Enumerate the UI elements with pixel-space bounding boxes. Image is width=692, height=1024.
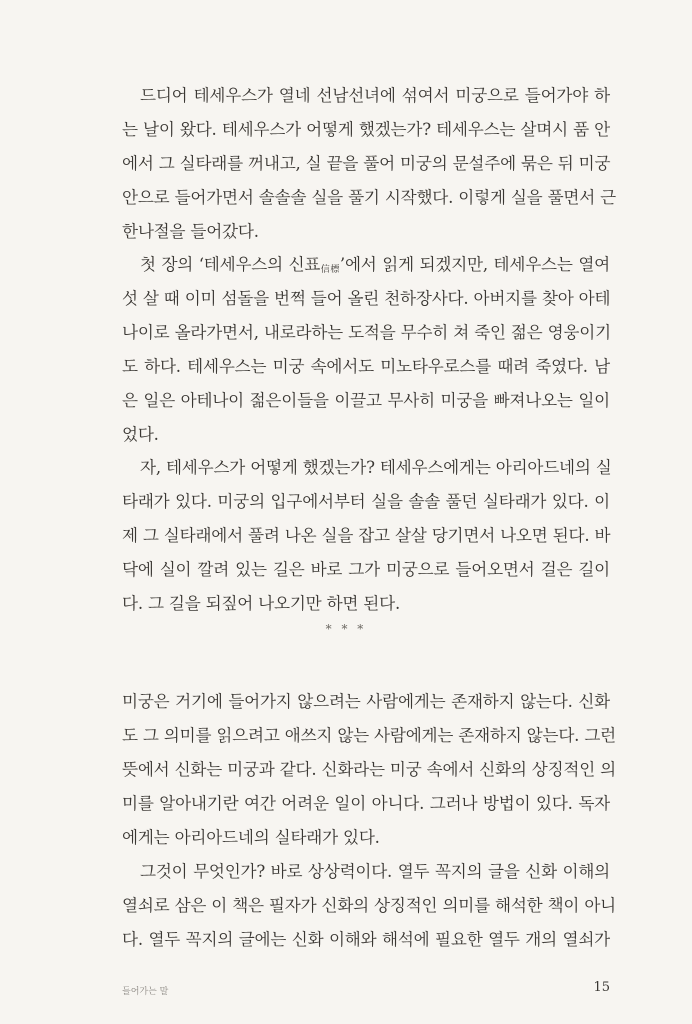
text-line: 는 날이 왔다. 테세우스가 어떻게 했겠는가? 테세우스는 살며시 품 안 — [122, 120, 610, 139]
section-separator: * * * — [325, 622, 367, 636]
running-title: 들어가는 말 — [122, 987, 169, 997]
text-line: 었다. — [122, 425, 159, 444]
text-line: 미궁은 거기에 들어가지 않으려는 사람에게는 존재하지 않는다. 신화 — [122, 692, 610, 711]
text-line: 나이로 올라가면서, 내로라하는 도적을 무수히 쳐 죽인 젊은 영웅이기 — [122, 323, 611, 342]
text-line: 에서 그 실타래를 꺼내고, 실 끝을 풀어 미궁의 문설주에 묶은 뒤 미궁 — [122, 154, 611, 173]
text-segment: ’에서 읽게 되겠지만, 테세우스는 열여 — [339, 255, 610, 274]
text-line — [140, 253, 610, 277]
text-line: 자, 테세우스가 어떻게 했겠는가? 테세우스에게는 아리아드네의 실 — [140, 458, 612, 477]
text-line: 미를 알아내기란 여간 어려운 일이 아니다. 그러나 방법이 있다. 독자 — [122, 794, 610, 813]
text-line: 한나절을 들어갔다. — [122, 222, 259, 241]
text-line: 타래가 있다. 미궁의 입구에서부터 실을 솔솔 풀던 실타래가 있다. 이 — [122, 492, 610, 511]
text-line: 제 그 실타래에서 풀려 나온 실을 잡고 살살 당기면서 나오면 된다. 바 — [122, 526, 611, 545]
text-line: 은 일은 아테나이 젊은이들을 이끌고 무사히 미궁을 빠져나오는 일이 — [122, 391, 610, 410]
hanja-annotation: 信標 — [320, 265, 340, 275]
text-line: 그것이 무엇인가? 바로 상상력이다. 열두 꼭지의 글을 신화 이해의 — [140, 862, 610, 881]
text-line: 안으로 들어가면서 솔솔솔 실을 풀기 시작했다. 이렇게 실을 풀면서 근 — [122, 188, 616, 207]
text-line: 닥에 실이 깔려 있는 길은 바로 그가 미궁으로 들어오면서 걸은 길이 — [122, 560, 610, 579]
text-line: 섯 살 때 이미 섬돌을 번쩍 들어 올린 천하장사다. 아버지를 찾아 아테 — [122, 289, 611, 308]
text-segment: 첫 장의 ‘테세우스의 신표 — [140, 255, 321, 274]
text-line: 드디어 테세우스가 열네 선남선녀에 섞여서 미궁으로 들어가야 하 — [140, 86, 610, 105]
text-line: 에게는 아리아드네의 실타래가 있다. — [122, 828, 380, 847]
text-line: 다. 열두 꼭지의 글에는 신화 이해와 해석에 필요한 열두 개의 열쇠가 — [122, 930, 610, 949]
page-number: 15 — [593, 980, 610, 995]
text-line: 뜻에서 신화는 미궁과 같다. 신화라는 미궁 속에서 신화의 상징적인 의 — [122, 760, 616, 779]
text-line: 도 그 의미를 읽으려고 애쓰지 않는 사람에게는 존재하지 않는다. 그런 — [122, 726, 616, 745]
text-line: 도 하다. 테세우스는 미궁 속에서도 미노타우로스를 때려 죽였다. 남 — [122, 357, 610, 376]
text-line: 다. 그 길을 되짚어 나오기만 하면 된다. — [122, 594, 401, 613]
text-line: 열쇠로 삼은 이 책은 필자가 신화의 상징적인 의미를 해석한 책이 아니 — [122, 896, 616, 915]
